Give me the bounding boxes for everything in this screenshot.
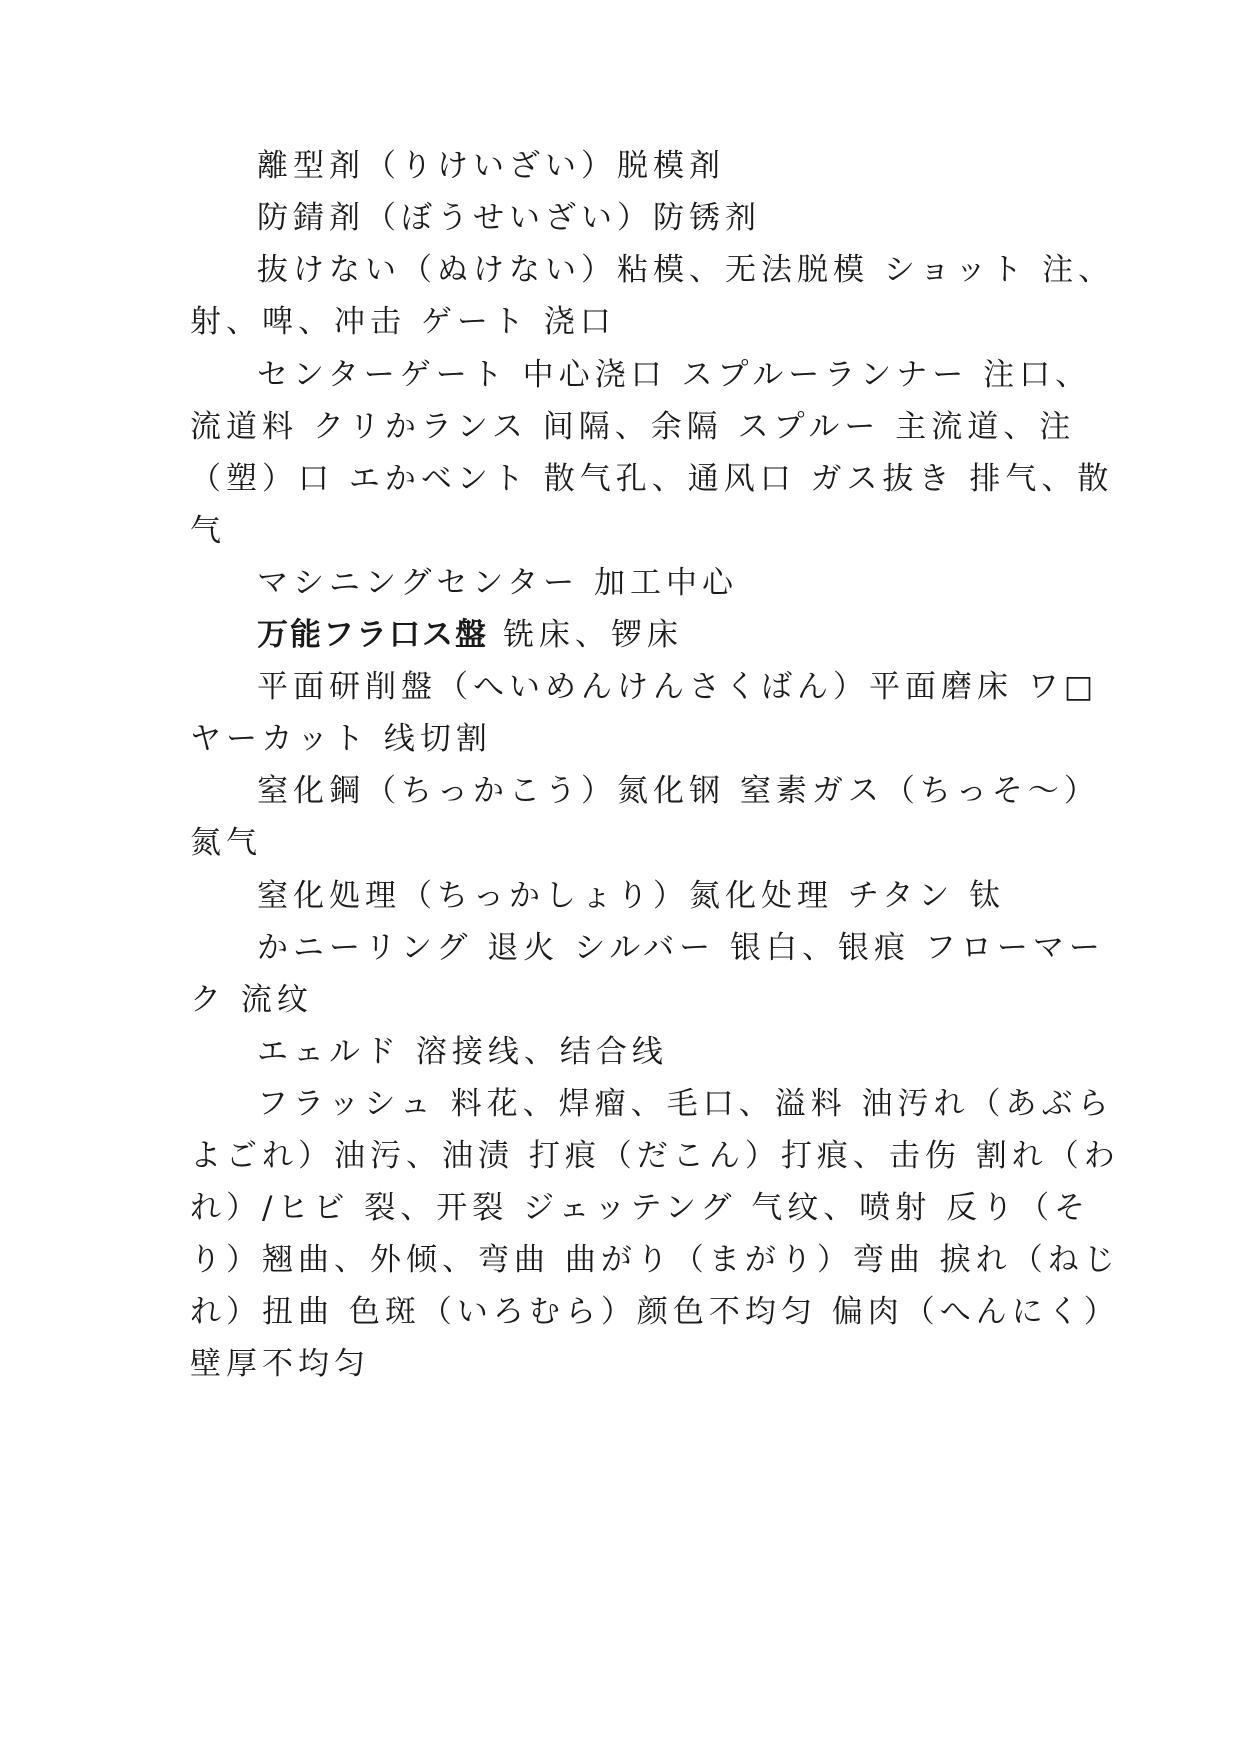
text-line: 氮气	[190, 825, 262, 861]
text-line: ク 流纹	[190, 982, 313, 1018]
text-line: フラッシュ 料花、焊瘤、毛口、溢料 油汚れ（あぶら	[257, 1086, 1114, 1122]
text-line: ヤーカット 线切割	[190, 721, 492, 757]
bold-heading: 万能フラ口ス盤	[257, 617, 488, 653]
text-line: 抜けない（ぬけない）粘模、无法脱模 ショット 注、	[257, 252, 1115, 288]
text-line: エェルド 溶接线、结合线	[257, 1034, 668, 1070]
text-inline: 铣床、锣床	[502, 617, 683, 653]
text-line: 防錆剤（ぼうせいざい）防锈剂	[257, 200, 761, 236]
text-line: 射、啤、冲击 ゲート 浇口	[190, 304, 616, 340]
text-line: れ）扭曲 色斑（いろむら）颜色不均匀 偏肉（へんにく）	[190, 1294, 1120, 1330]
text-line: り）翘曲、外倾、弯曲 曲がり（まがり）弯曲 捩れ（ねじ	[190, 1242, 1120, 1278]
text-line: （塑）口 エかベント 散气孔、通风口 ガス抜き 排气、散	[190, 461, 1114, 497]
text-line: 气	[190, 513, 226, 549]
text-line: センターゲート 中心浇口 スプルーランナー 注口、	[257, 357, 1092, 393]
text-line: かニーリング 退火 シルバー 银白、银痕 フローマー	[257, 930, 1105, 966]
text-line: 離型剤（りけいざい）脱模剤	[257, 148, 725, 184]
text-line: 窒化処理（ちっかしょり）氮化处理 チタン 钛	[257, 878, 1006, 914]
text-line: よごれ）油污、油渍 打痕（だこん）打痕、击伤 割れ（わ	[190, 1138, 1120, 1174]
text-line: 壁厚不均匀	[190, 1346, 370, 1382]
text-line: 平面研削盤（へいめんけんさくばん）平面磨床 ワ□	[257, 669, 1099, 705]
text-line: マシニングセンター 加工中心	[257, 565, 738, 601]
text-line: れ）/ヒビ 裂、开裂 ジェッテング 气纹、喷射 反り（そ	[190, 1190, 1091, 1226]
text-line-with-heading	[257, 615, 683, 655]
text-line: 窒化鋼（ちっかこう）氮化钢 窒素ガス（ちっそ～）	[257, 773, 1100, 809]
text-line: 流道料 クリかランス 间隔、余隔 スプルー 主流道、注	[190, 409, 1076, 445]
